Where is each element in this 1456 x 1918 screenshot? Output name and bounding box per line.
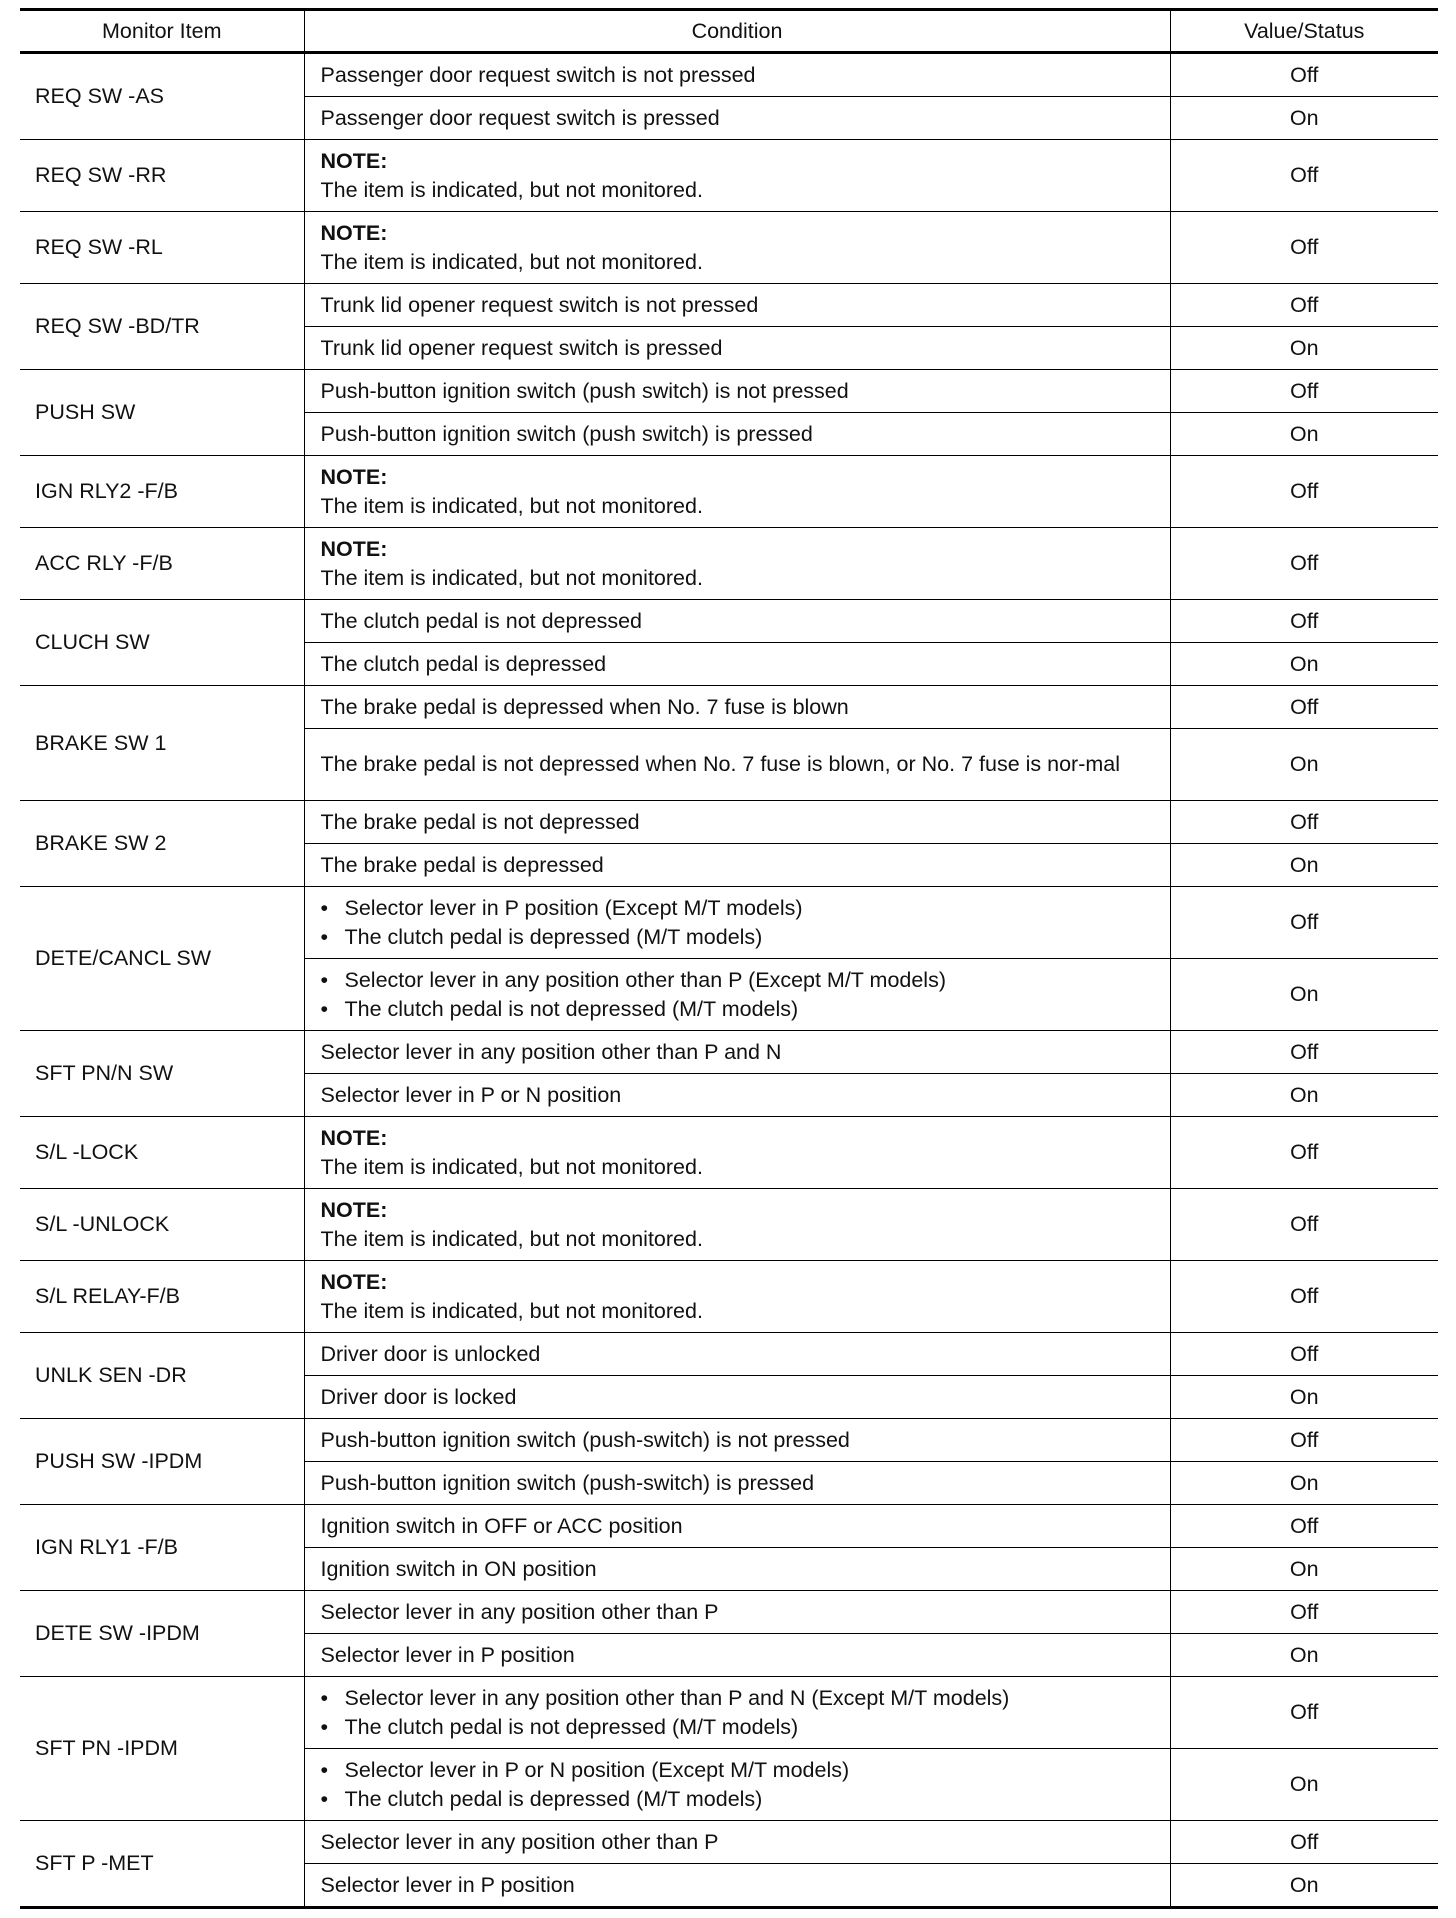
table-row	[20, 1333, 1438, 1376]
value-status-cell: Off	[1170, 284, 1438, 327]
value-status-cell: Off	[1170, 1821, 1438, 1864]
value-status-cell: On	[1170, 1548, 1438, 1591]
condition-text: Push-button ignition switch (push switch) is pressed	[320, 421, 813, 446]
note-label: NOTE:	[320, 1269, 388, 1294]
monitor-item-cell: REQ SW -RL	[20, 212, 304, 284]
condition-cell	[304, 212, 1170, 284]
bullet-item	[321, 1785, 1160, 1814]
value-status-cell: On	[1170, 643, 1438, 686]
condition-cell	[304, 140, 1170, 212]
table-row	[20, 600, 1438, 643]
table-row	[20, 1261, 1438, 1333]
value-status-cell: Off	[1170, 801, 1438, 844]
condition-cell	[304, 887, 1170, 959]
bullet-text: Selector lever in any position other than P and N (Except M/T models)	[344, 1685, 1010, 1710]
monitor-item-cell: IGN RLY2 -F/B	[20, 456, 304, 528]
monitor-item-cell: DETE/CANCL SW	[20, 887, 304, 1031]
value-status-cell: On	[1170, 1462, 1438, 1505]
bullet-text: Selector lever in P position (Except M/T models)	[344, 895, 803, 920]
value-status-cell: Off	[1170, 1677, 1438, 1749]
condition-cell	[304, 53, 1170, 97]
note-label: NOTE:	[320, 1197, 388, 1222]
bullet-text: Selector lever in P or N position (Except M/T models)	[344, 1757, 850, 1782]
monitor-item-cell: REQ SW -AS	[20, 53, 304, 140]
bullet-item	[321, 894, 1160, 923]
bullet-text: The clutch pedal is depressed (M/T models)	[344, 1786, 763, 1811]
monitor-item-cell: SFT PN/N SW	[20, 1031, 304, 1117]
condition-cell	[304, 456, 1170, 528]
table-row	[20, 212, 1438, 284]
note-text: The item is indicated, but not monitored.	[320, 177, 703, 202]
table-row	[20, 53, 1438, 97]
condition-cell	[304, 1677, 1170, 1749]
value-status-cell: Off	[1170, 1117, 1438, 1189]
monitor-item-cell: BRAKE SW 1	[20, 686, 304, 801]
note-text: The item is indicated, but not monitored.	[320, 493, 703, 518]
note-text: The item is indicated, but not monitored.	[320, 1298, 703, 1323]
table-row	[20, 686, 1438, 729]
value-status-cell: Off	[1170, 456, 1438, 528]
note-text: The item is indicated, but not monitored.	[320, 565, 703, 590]
table-row	[20, 528, 1438, 600]
condition-cell	[304, 1189, 1170, 1261]
condition-cell	[304, 801, 1170, 844]
condition-cell	[304, 600, 1170, 643]
monitor-item-cell: IGN RLY1 -F/B	[20, 1505, 304, 1591]
condition-text: The brake pedal is depressed	[320, 852, 604, 877]
value-status-cell: On	[1170, 1864, 1438, 1908]
condition-cell	[304, 284, 1170, 327]
table-row	[20, 1419, 1438, 1462]
condition-text: Selector lever in any position other than P	[320, 1829, 719, 1854]
value-status-cell: Off	[1170, 686, 1438, 729]
condition-cell	[304, 1074, 1170, 1117]
header-condition: Condition	[304, 10, 1170, 53]
bullet-icon: •	[320, 996, 329, 1021]
table-row	[20, 370, 1438, 413]
table-row	[20, 456, 1438, 528]
condition-text: The brake pedal is not depressed	[320, 809, 640, 834]
condition-cell	[304, 413, 1170, 456]
condition-cell	[304, 959, 1170, 1031]
condition-text: Trunk lid opener request switch is not pressed	[320, 292, 759, 317]
bullet-item	[321, 1756, 1160, 1785]
bullet-item	[321, 1713, 1160, 1742]
note-label: NOTE:	[320, 148, 388, 173]
monitor-item-cell: BRAKE SW 2	[20, 801, 304, 887]
condition-cell	[304, 1749, 1170, 1821]
bullet-item	[321, 1684, 1160, 1713]
note-label: NOTE:	[320, 464, 388, 489]
bullet-text: The clutch pedal is not depressed (M/T models)	[344, 1714, 799, 1739]
bullet-icon: •	[320, 1757, 329, 1782]
condition-text: Ignition switch in ON position	[320, 1556, 597, 1581]
note-text: The item is indicated, but not monitored.	[320, 1154, 703, 1179]
value-status-cell: Off	[1170, 1031, 1438, 1074]
condition-cell	[304, 1419, 1170, 1462]
value-status-cell: Off	[1170, 1419, 1438, 1462]
condition-cell	[304, 686, 1170, 729]
value-status-cell: Off	[1170, 1505, 1438, 1548]
bullet-item	[321, 966, 1160, 995]
condition-cell	[304, 1548, 1170, 1591]
table-body	[20, 53, 1438, 1908]
value-status-cell: On	[1170, 1749, 1438, 1821]
condition-cell	[304, 1117, 1170, 1189]
value-status-cell: Off	[1170, 1261, 1438, 1333]
table-row	[20, 1189, 1438, 1261]
bullet-text: The clutch pedal is not depressed (M/T models)	[344, 996, 799, 1021]
condition-text: The clutch pedal is not depressed	[320, 608, 643, 633]
condition-cell	[304, 1261, 1170, 1333]
condition-text: Selector lever in P position	[320, 1642, 575, 1667]
bullet-item	[321, 923, 1160, 952]
bullet-icon: •	[320, 1685, 329, 1710]
condition-text: Passenger door request switch is not pressed	[320, 62, 756, 87]
header-value-status: Value/Status	[1170, 10, 1438, 53]
monitor-table	[20, 8, 1438, 1909]
table-row	[20, 887, 1438, 959]
condition-text: Push-button ignition switch (push-switch) is pressed	[320, 1470, 815, 1495]
value-status-cell: Off	[1170, 1591, 1438, 1634]
condition-text: Ignition switch in OFF or ACC position	[320, 1513, 683, 1538]
value-status-cell: Off	[1170, 1189, 1438, 1261]
condition-cell	[304, 1864, 1170, 1908]
table-row	[20, 801, 1438, 844]
condition-cell	[304, 1462, 1170, 1505]
bullet-icon: •	[320, 1714, 329, 1739]
table-row	[20, 284, 1438, 327]
value-status-cell: On	[1170, 327, 1438, 370]
monitor-item-cell: UNLK SEN -DR	[20, 1333, 304, 1419]
value-status-cell: Off	[1170, 1333, 1438, 1376]
bullet-text: Selector lever in any position other than P (Except M/T models)	[344, 967, 946, 992]
condition-cell	[304, 729, 1170, 801]
condition-text: Selector lever in P position	[320, 1872, 575, 1897]
condition-text: The brake pedal is depressed when No. 7 fuse is blown	[320, 694, 849, 719]
value-status-cell: Off	[1170, 53, 1438, 97]
condition-cell	[304, 1376, 1170, 1419]
table-row	[20, 1591, 1438, 1634]
condition-text: Selector lever in any position other than P	[320, 1599, 719, 1624]
value-status-cell: On	[1170, 1634, 1438, 1677]
monitor-item-cell: S/L -LOCK	[20, 1117, 304, 1189]
value-status-cell: Off	[1170, 528, 1438, 600]
monitor-item-cell: ACC RLY -F/B	[20, 528, 304, 600]
condition-cell	[304, 1821, 1170, 1864]
condition-text: Push-button ignition switch (push-switch) is not pressed	[320, 1427, 850, 1452]
condition-cell	[304, 528, 1170, 600]
monitor-item-cell: PUSH SW	[20, 370, 304, 456]
table-row	[20, 140, 1438, 212]
condition-cell	[304, 370, 1170, 413]
value-status-cell: Off	[1170, 600, 1438, 643]
monitor-item-cell: REQ SW -RR	[20, 140, 304, 212]
note-label: NOTE:	[320, 220, 388, 245]
condition-text: The brake pedal is not depressed when No. 7 fuse is blown, or No. 7 fuse is nor-mal	[320, 752, 1120, 776]
header-monitor-item: Monitor Item	[20, 10, 304, 53]
condition-text: The clutch pedal is depressed	[320, 651, 607, 676]
monitor-item-cell: S/L -UNLOCK	[20, 1189, 304, 1261]
table-row	[20, 1821, 1438, 1864]
condition-cell	[304, 327, 1170, 370]
note-text: The item is indicated, but not monitored.	[320, 1226, 703, 1251]
monitor-item-cell: CLUCH SW	[20, 600, 304, 686]
condition-cell	[304, 1333, 1170, 1376]
condition-text: Trunk lid opener request switch is pressed	[320, 335, 723, 360]
table-row	[20, 1117, 1438, 1189]
condition-text: Driver door is locked	[320, 1384, 517, 1409]
condition-cell	[304, 1031, 1170, 1074]
monitor-item-cell: DETE SW -IPDM	[20, 1591, 304, 1677]
value-status-cell: Off	[1170, 370, 1438, 413]
condition-text: Push-button ignition switch (push switch) is not pressed	[320, 378, 849, 403]
condition-cell	[304, 97, 1170, 140]
bullet-icon: •	[320, 1786, 329, 1811]
value-status-cell: On	[1170, 1074, 1438, 1117]
note-label: NOTE:	[320, 536, 388, 561]
bullet-icon: •	[320, 924, 329, 949]
condition-text: Selector lever in P or N position	[320, 1082, 622, 1107]
bullet-text: The clutch pedal is depressed (M/T models)	[344, 924, 763, 949]
condition-cell	[304, 1591, 1170, 1634]
monitor-item-cell: SFT P -MET	[20, 1821, 304, 1908]
value-status-cell: On	[1170, 959, 1438, 1031]
note-label: NOTE:	[320, 1125, 388, 1150]
value-status-cell: On	[1170, 97, 1438, 140]
condition-cell	[304, 844, 1170, 887]
value-status-cell: On	[1170, 1376, 1438, 1419]
condition-text: Driver door is unlocked	[320, 1341, 541, 1366]
condition-cell	[304, 1634, 1170, 1677]
monitor-item-cell: SFT PN -IPDM	[20, 1677, 304, 1821]
bullet-icon: •	[320, 895, 329, 920]
table-row	[20, 1505, 1438, 1548]
condition-cell	[304, 1505, 1170, 1548]
table-row	[20, 1031, 1438, 1074]
monitor-item-cell: S/L RELAY-F/B	[20, 1261, 304, 1333]
note-text: The item is indicated, but not monitored.	[320, 249, 703, 274]
table-row	[20, 1677, 1438, 1749]
value-status-cell: On	[1170, 729, 1438, 801]
value-status-cell: Off	[1170, 212, 1438, 284]
value-status-cell: Off	[1170, 140, 1438, 212]
header-row	[20, 10, 1438, 53]
value-status-cell: Off	[1170, 887, 1438, 959]
monitor-item-cell: REQ SW -BD/TR	[20, 284, 304, 370]
monitor-item-cell: PUSH SW -IPDM	[20, 1419, 304, 1505]
value-status-cell: On	[1170, 844, 1438, 887]
condition-text: Passenger door request switch is pressed	[320, 105, 720, 130]
bullet-item	[321, 995, 1160, 1024]
condition-text: Selector lever in any position other than P and N	[320, 1039, 782, 1064]
value-status-cell: On	[1170, 413, 1438, 456]
condition-cell	[304, 643, 1170, 686]
bullet-icon: •	[320, 967, 329, 992]
